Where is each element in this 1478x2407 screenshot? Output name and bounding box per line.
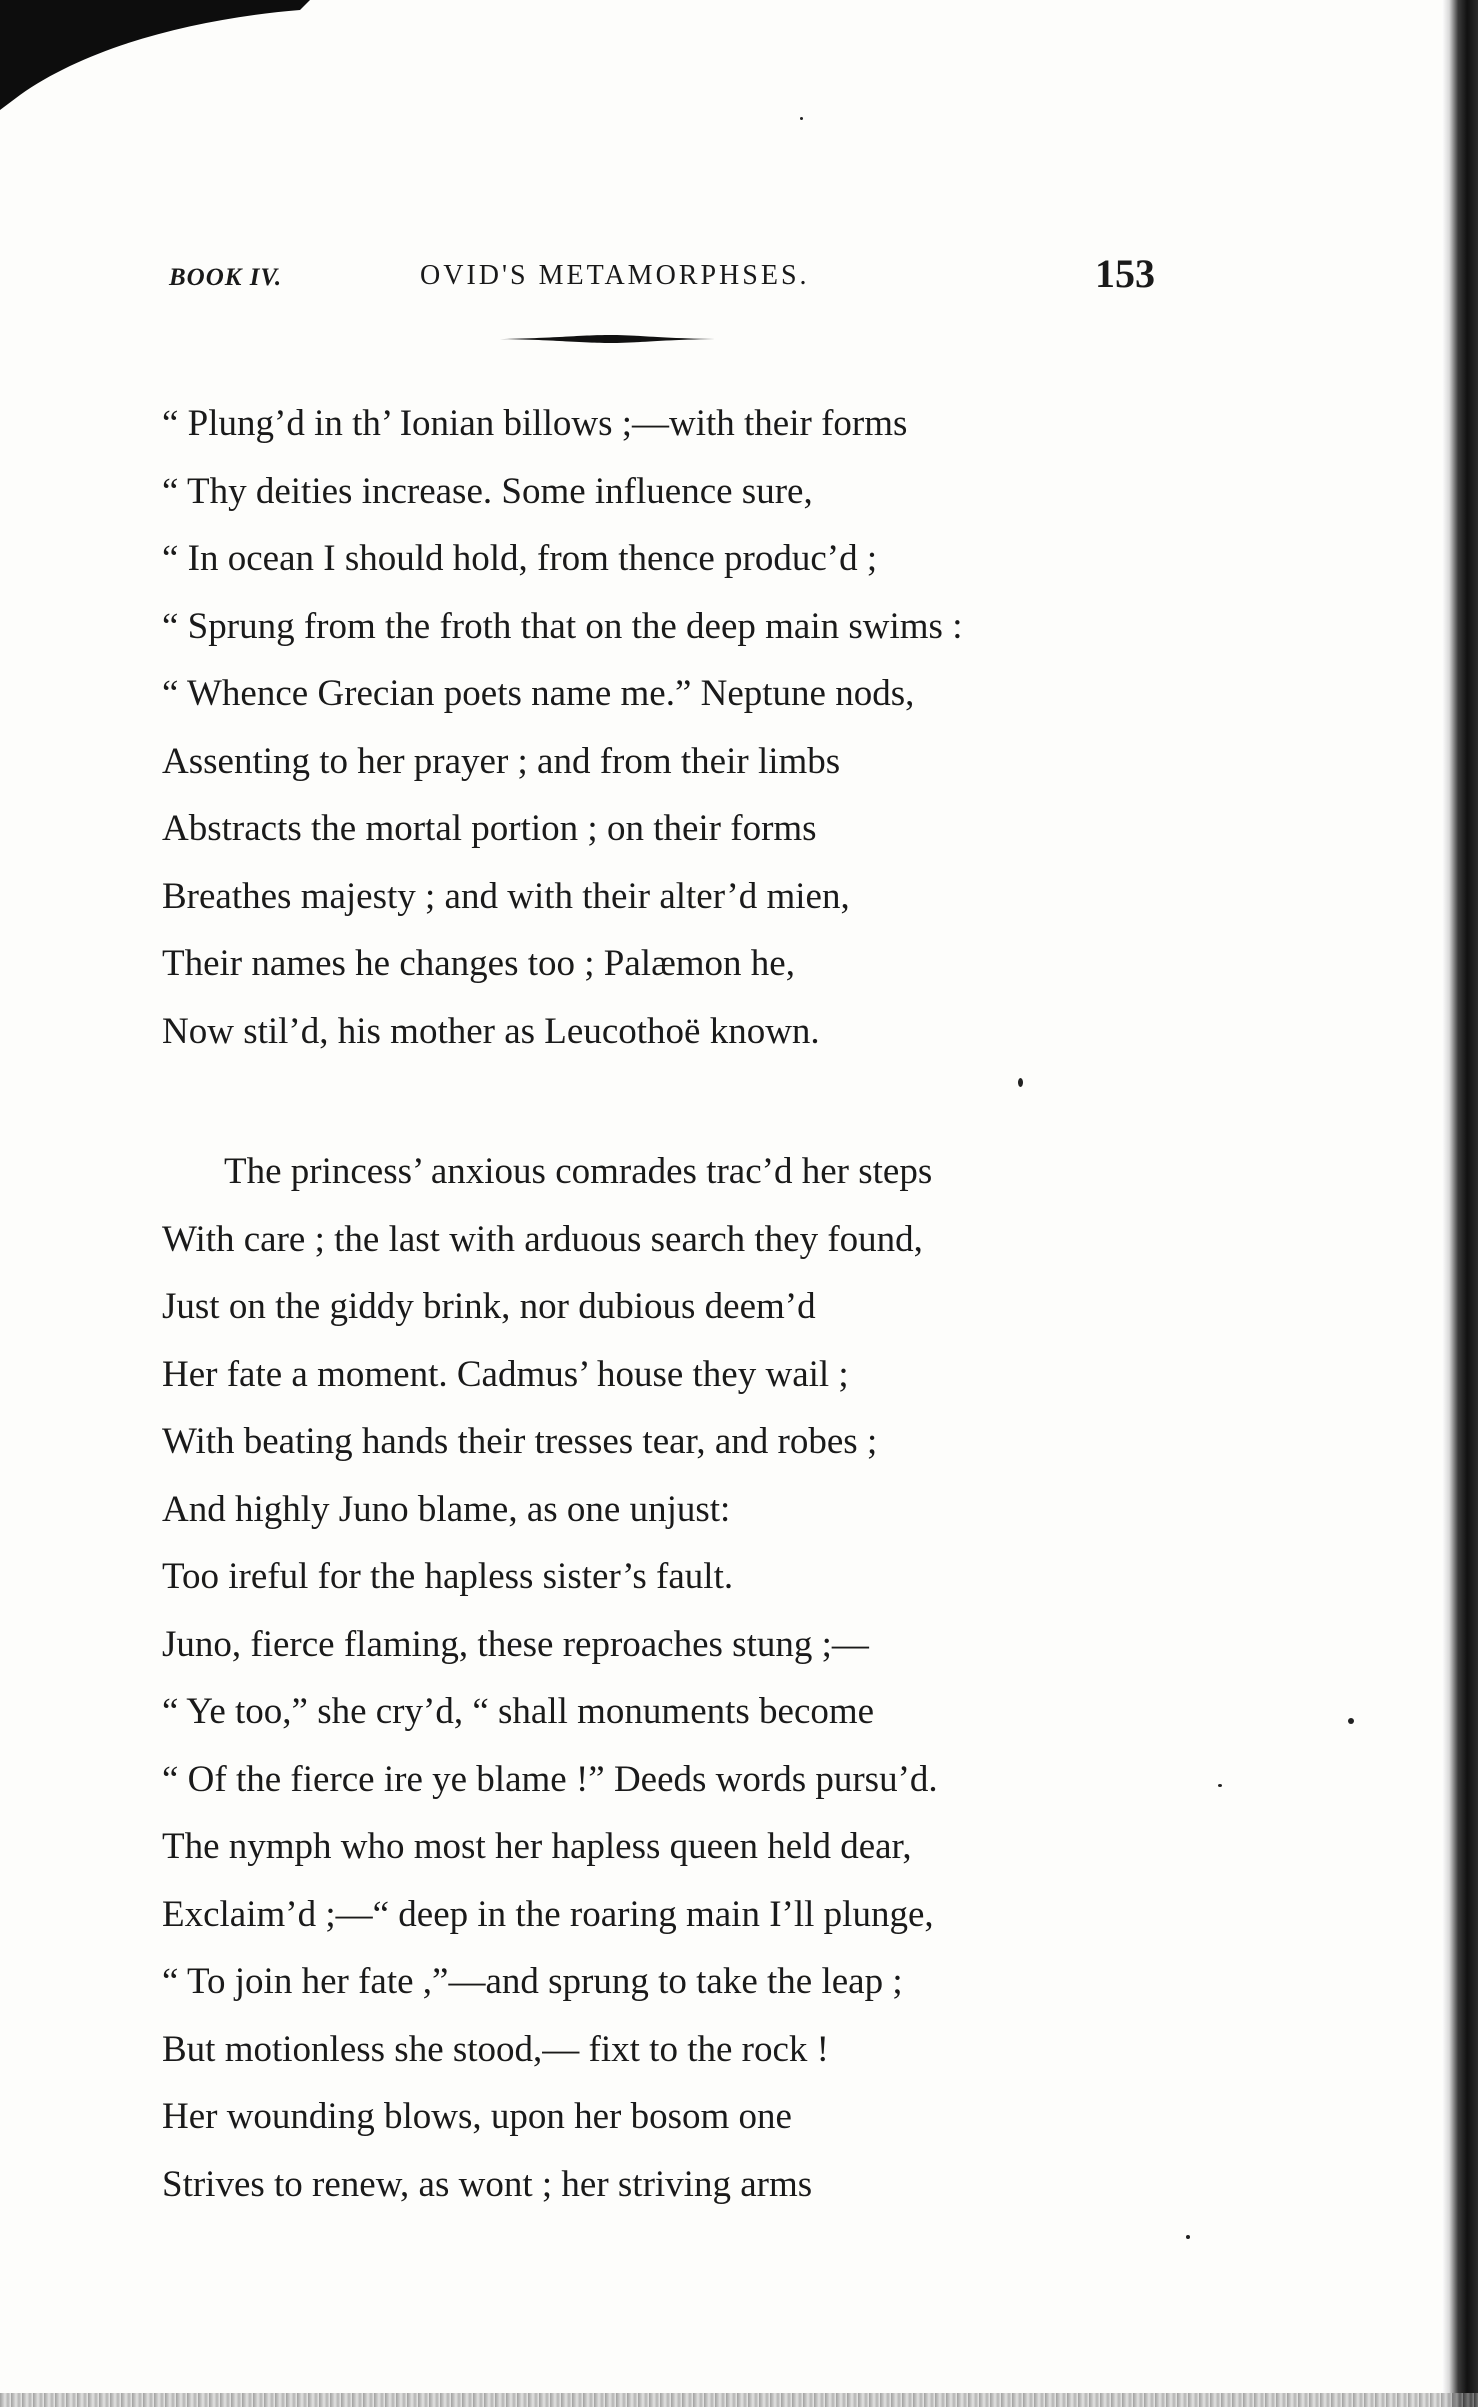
verse-line: “ Whence Grecian poets name me.” Neptune nods, <box>162 673 915 714</box>
page-edge-right <box>1442 0 1478 2407</box>
verse-line: Her fate a moment. Cadmus’ house they wail ; <box>162 1353 849 1395</box>
ink-speck <box>1218 1784 1222 1787</box>
verse-line: “ Ye too,” she cry’d, “ shall monuments become <box>162 1691 875 1732</box>
ink-speck <box>800 117 803 120</box>
verse-line: Strives to renew, as wont ; her striving arms <box>162 2163 813 2205</box>
verse-line: “ Of the fierce ire ye blame !” Deeds words pursu’d. <box>162 1758 938 1800</box>
scan-corner-shadow <box>0 0 310 110</box>
verse-line: Their names he changes too ; Palæmon he, <box>162 943 795 984</box>
ink-speck <box>1348 1718 1354 1724</box>
book-number: BOOK IV. <box>169 264 283 291</box>
header-rule <box>500 335 715 343</box>
verse-line: “ In ocean I should hold, from thence produc’d ; <box>162 538 878 579</box>
verse-line: Now stil’d, his mother as Leucothoë known. <box>162 1010 820 1052</box>
verse-line: And highly Juno blame, as one unjust: <box>162 1488 731 1530</box>
verse-line: Her wounding blows, upon her bosom one <box>162 2096 792 2137</box>
verse-line: “ To join her fate ,”—and sprung to take the leap ; <box>162 1961 903 2002</box>
running-head <box>165 250 1175 310</box>
verse-line: The princess’ anxious comrades trac’d her steps <box>224 1151 933 1192</box>
running-title: OVID'S METAMORPHSES. <box>420 260 810 291</box>
page-edge-bottom <box>0 2393 1478 2407</box>
verse-line: Breathes majesty ; and with their alter’d mien, <box>162 875 850 917</box>
verse-line: Exclaim’d ;—“ deep in the roaring main I’ll plunge, <box>162 1893 934 1935</box>
verse-line: The nymph who most her hapless queen held dear, <box>162 1826 912 1867</box>
verse-line: With beating hands their tresses tear, and robes ; <box>162 1421 878 1462</box>
verse-line: Assenting to her prayer ; and from their limbs <box>162 740 841 782</box>
verse-line: “ Plung’d in th’ Ionian billows ;—with their forms <box>162 403 908 444</box>
stanza-1 <box>162 390 1162 1065</box>
verse-line: Just on the giddy brink, nor dubious deem’d <box>162 1286 816 1327</box>
verse-line: Too ireful for the hapless sister’s fault. <box>162 1556 734 1597</box>
stanza-2 <box>162 1138 1162 2218</box>
verse-line: “ Sprung from the froth that on the deep main swims : <box>162 605 963 647</box>
verse-line: Juno, fierce flaming, these reproaches stung ;— <box>162 1623 869 1665</box>
page-number: 153 <box>1095 251 1155 296</box>
verse-line: But motionless she stood,— fixt to the rock ! <box>162 2028 829 2070</box>
verse-line: “ Thy deities increase. Some influence sure, <box>162 470 813 512</box>
ink-speck <box>1018 1078 1023 1087</box>
verse-line: Abstracts the mortal portion ; on their forms <box>162 808 817 849</box>
verse-line: With care ; the last with arduous search they found, <box>162 1218 923 1260</box>
ink-speck <box>1186 2235 1190 2239</box>
